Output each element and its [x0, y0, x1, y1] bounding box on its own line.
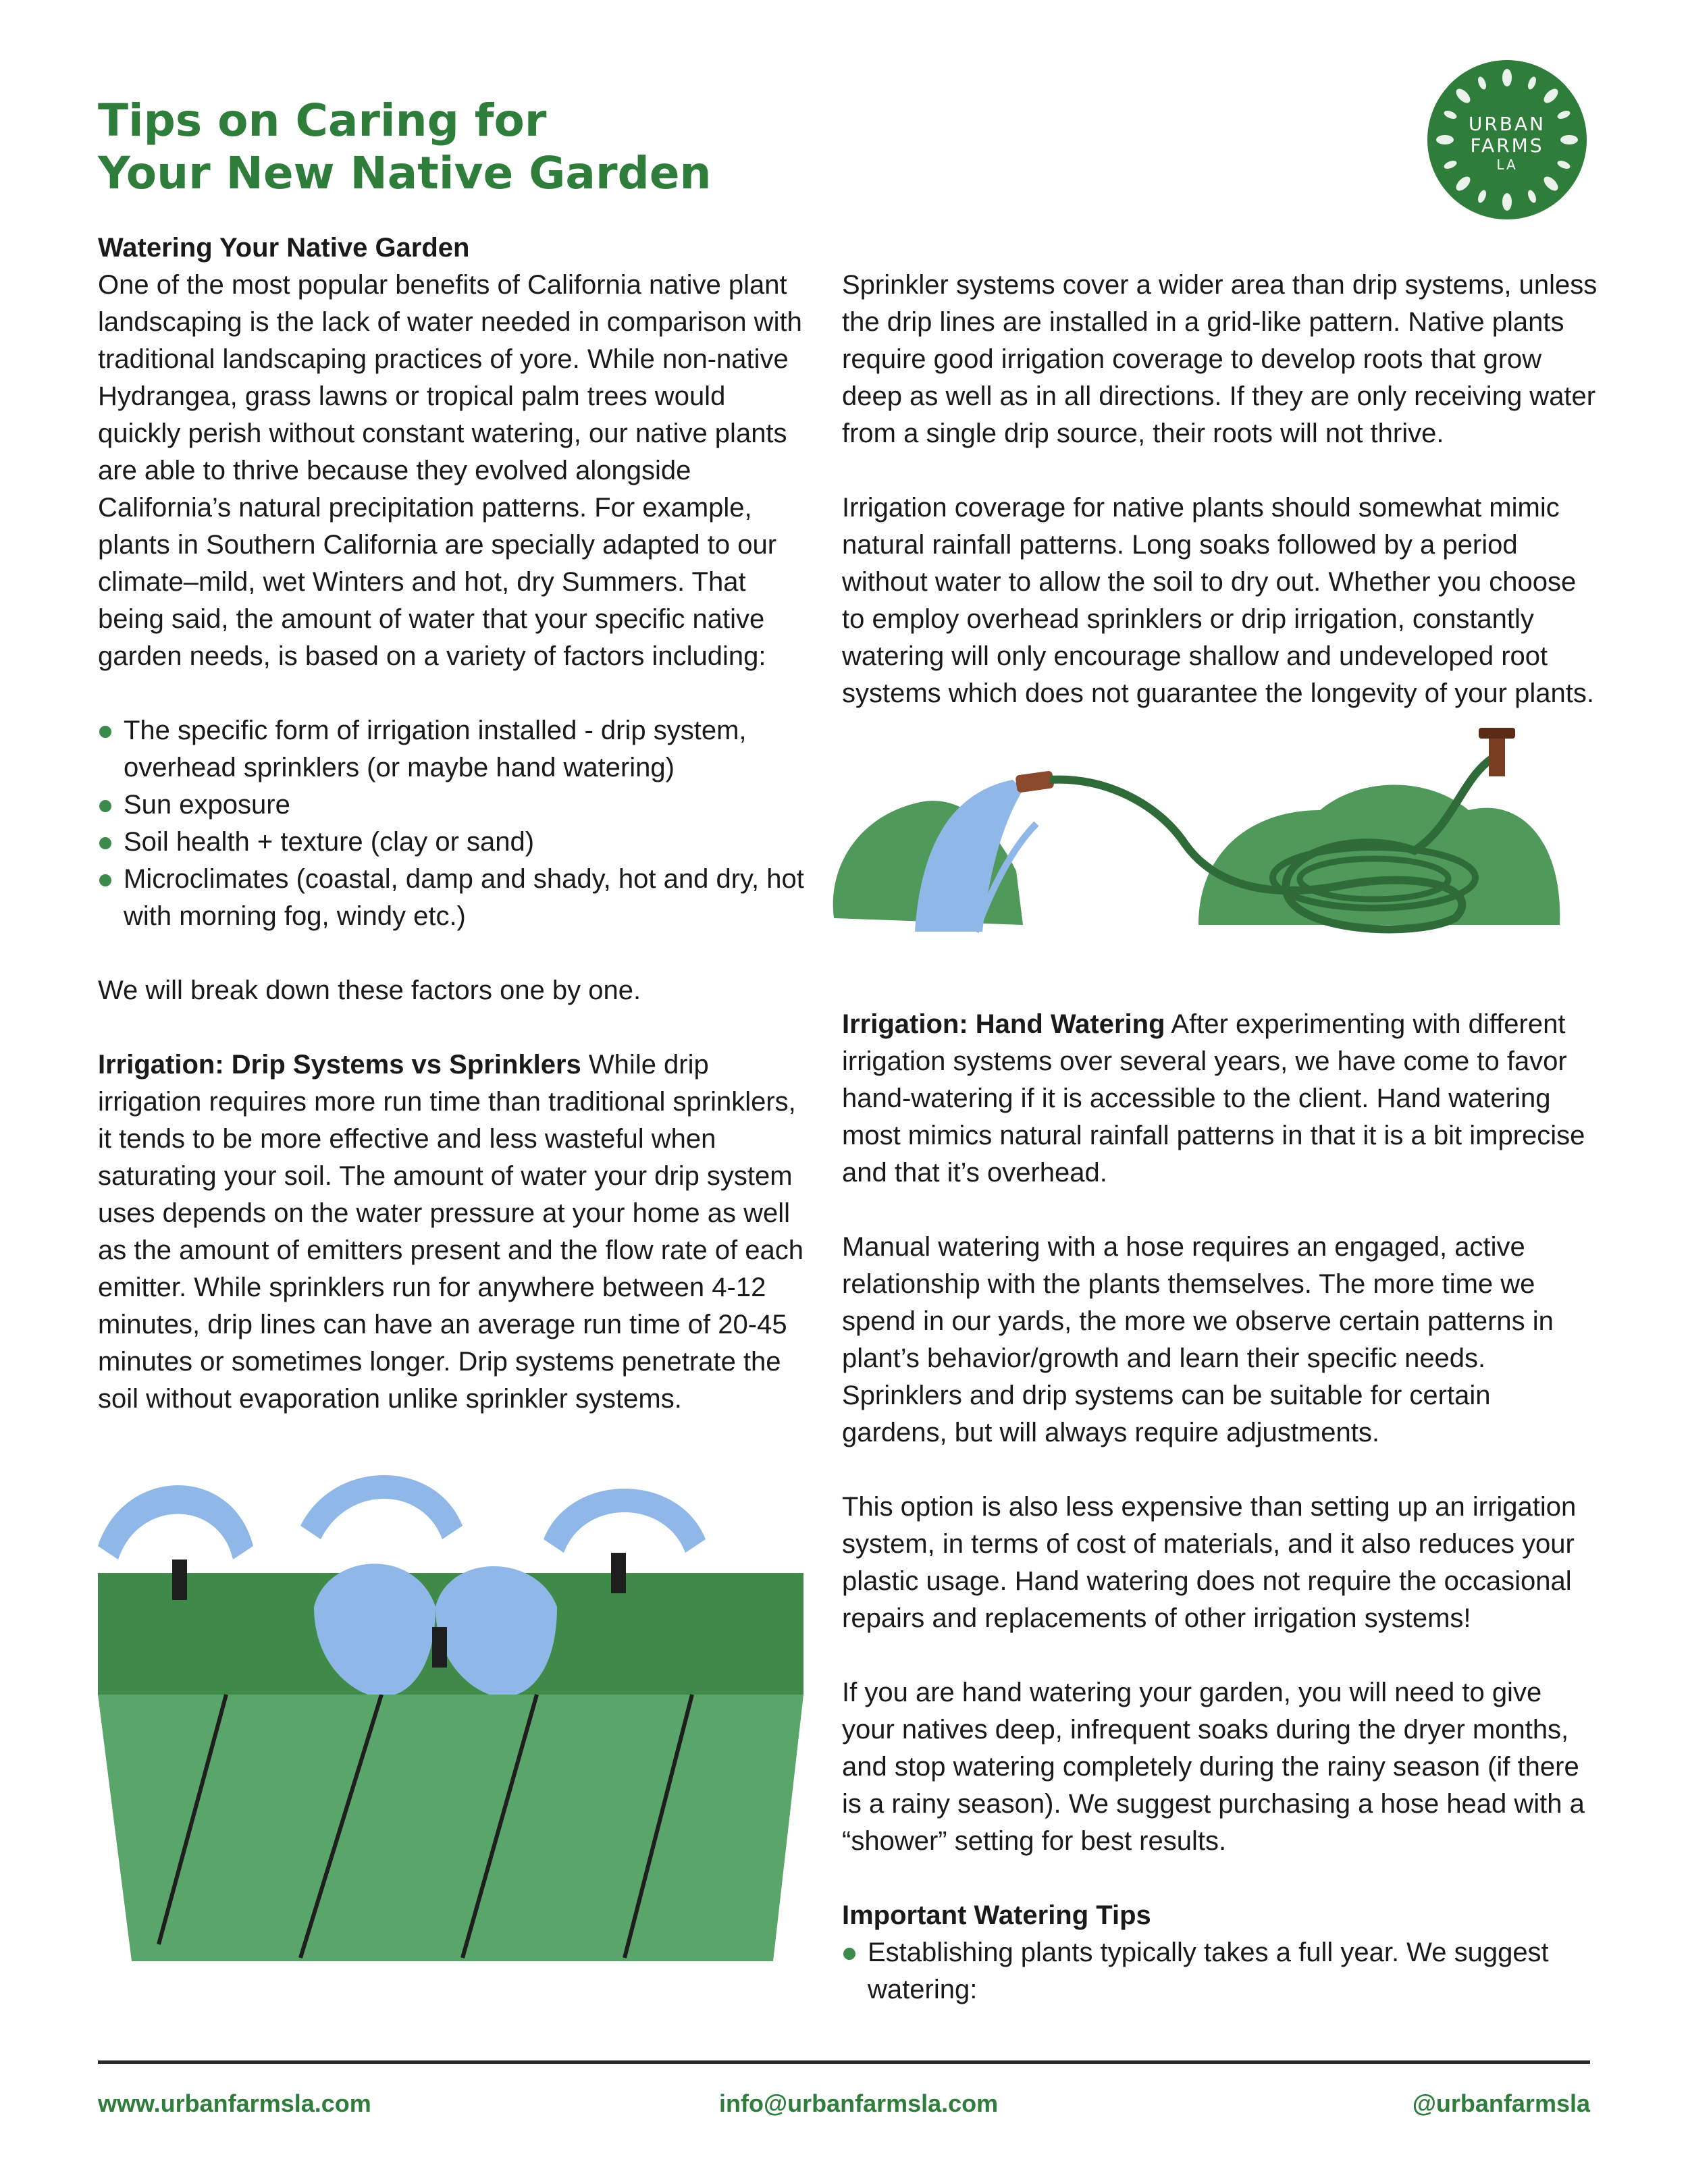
- footer-email[interactable]: info@urbanfarmsla.com: [719, 2089, 999, 2117]
- footer-social[interactable]: @urbanfarmsla: [1412, 2089, 1590, 2117]
- page-title: [98, 95, 841, 200]
- list-item: Sun exposure: [98, 787, 814, 824]
- footer-divider: [98, 2060, 1590, 2064]
- logo-text-la: LA: [1496, 157, 1518, 173]
- soak-paragraph: If you are hand watering your garden, you will need to give your natives deep, infrequent soaks during the dryer months, and stop watering completely during the rainy season (if there is a rainy season). We suggest purchasing a hose head with a “shower” setting for best results.: [842, 1678, 1585, 1856]
- hand-watering-paragraph: [842, 1006, 1598, 1192]
- tips-heading: Important Watering Tips: [842, 1900, 1151, 1930]
- urban-farms-logo: [1425, 57, 1590, 223]
- title-line-1: Tips on Caring for: [98, 95, 547, 147]
- hose-illustration: [820, 716, 1570, 938]
- breakdown-paragraph: We will break down these factors one by one.: [98, 976, 641, 1005]
- factors-list: [98, 712, 814, 935]
- drip-paragraph: [98, 1046, 814, 1418]
- list-item: Microclimates (coastal, damp and shady, hot and dry, hot with morning fog, windy etc.): [98, 861, 814, 935]
- list-item: The specific form of irrigation installed - drip system, overhead sprinklers (or maybe hand watering): [98, 712, 814, 787]
- logo-text-farms: FARMS: [1470, 134, 1544, 157]
- coverage-paragraph: Irrigation coverage for native plants should somewhat mimic natural rainfall patterns. Long soaks followed by a period without water to allow the soil to dry out. Whether you choose to employ overhead sprinklers or drip irrigation, constantly watering will only encourage shallow and undeveloped root systems which does not guarantee the longevity of your plants.: [842, 493, 1594, 708]
- left-column: [98, 230, 814, 1418]
- drip-text: While drip irrigation requires more run time than traditional sprinklers, it tends to be more effective and less wasteful when saturating your soil. The amount of water your drip system uses depends on the water pressure at your home as well as the amount of emitters present and the flow rate of each emitter. While sprinklers run for anywhere between 4-12 minutes, drip lines can have an average run time of 20-45 minutes or sometimes longer. Drip systems penetrate the soil without evaporation unlike sprinkler systems.: [98, 1050, 804, 1414]
- tips-list: [842, 1934, 1598, 2008]
- hand-watering-lead: Irrigation: Hand Watering: [842, 1009, 1165, 1039]
- sprinkler-paragraph: Sprinkler systems cover a wider area than drip systems, unless the drip lines are installed in a grid-like pattern. Native plants require good irrigation coverage to develop roots that grow deep as well as in all directions. If they are only receiving water from a single drip source, their roots will not thrive.: [842, 270, 1598, 448]
- title-line-2: Your New Native Garden: [98, 147, 712, 199]
- right-column: [842, 267, 1598, 2008]
- drip-lead: Irrigation: Drip Systems vs Sprinklers: [98, 1050, 581, 1080]
- sprinkler-illustration: [98, 1472, 803, 1961]
- cost-paragraph: This option is also less expensive than setting up an irrigation system, in terms of cost of materials, and it also reduces your plastic usage. Hand watering does not require the occasional repairs and replacements of other irrigation systems!: [842, 1492, 1577, 1633]
- intro-paragraph: One of the most popular benefits of California native plant landscaping is the lack of water needed in comparison with traditional landscaping practices of yore. While non-native Hydrangea, grass lawns or tropical palm trees would quickly perish without constant watering, our native plants are able to thrive because they evolved alongside California’s natural precipitation patterns. For example, plants in Southern California are specially adapted to our climate–mild, wet Winters and hot, dry Summers. That being said, the amount of water that your specific native garden needs, is based on a variety of factors including:: [98, 270, 802, 671]
- hand-watering-text: After experimenting with different irrigation systems over several years, we have come to favor hand-watering if it is accessible to the client. Hand watering most mimics natural rainfall patterns in that it is a bit imprecise and that it’s overhead.: [842, 1009, 1585, 1188]
- list-item: Soil health + texture (clay or sand): [98, 824, 814, 861]
- manual-watering-paragraph: Manual watering with a hose requires an engaged, active relationship with the plants themselves. The more time we spend in our yards, the more we observe certain patterns in plant’s behavior/growth and learn their specific needs. Sprinklers and drip systems can be suitable for certain gardens, but will always require adjustments.: [842, 1232, 1554, 1447]
- logo-text-urban: URBAN: [1468, 113, 1546, 135]
- list-item: Establishing plants typically takes a full year. We suggest watering:: [842, 1934, 1598, 2008]
- watering-heading: Watering Your Native Garden: [98, 233, 470, 263]
- footer-website[interactable]: www.urbanfarmsla.com: [98, 2089, 371, 2117]
